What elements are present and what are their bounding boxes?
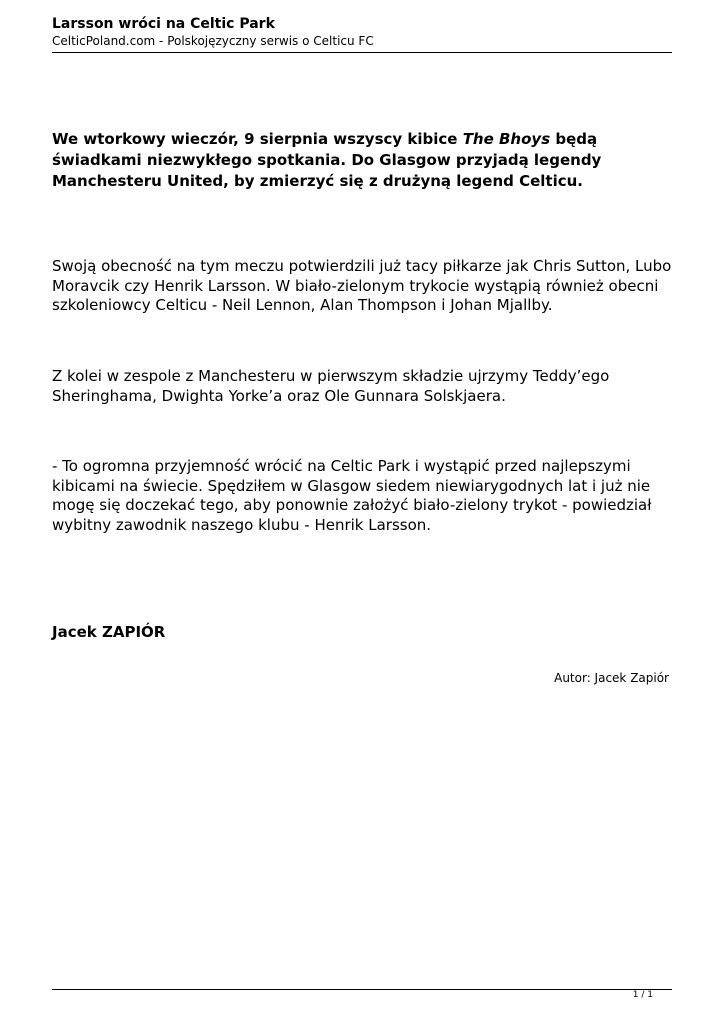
lead-text-start: We wtorkowy wieczór, 9 sierpnia wszyscy kibice <box>52 130 463 148</box>
lead-text-end: będą świadkami niezwykłego spotkania. Do Glasgow przyjadą legendy Manchesteru United, by zmierzyć się z drużyną legend Celticu. <box>52 130 602 190</box>
article-paragraph: Z kolei w zespole z Manchesteru w pierwszym składzie ujrzymy Teddy’ego Sheringhama, Dwighta Yorke’a oraz Ole Gunnara Solskjaera. <box>52 367 610 405</box>
document-subtitle: CelticPoland.com - Polskojęzyczny serwis o Celticu FC <box>52 34 374 48</box>
document-header <box>52 15 672 49</box>
page-number: 1 / 1 <box>632 990 653 1000</box>
header-divider <box>52 52 672 53</box>
article-paragraph: - To ogromna przyjemność wrócić na Celtic Park i wystąpić przed najlepszymi kibicami na świecie. Spędziłem w Glasgow siedem niewiarygodnych lat i już nie mogę się doczekać tego, aby ponownie założyć biało-zielony trykot - powiedział wybitny zawodnik naszego klubu - Henrik Larsson. <box>52 457 652 534</box>
article-lead <box>52 129 672 192</box>
footer-divider <box>52 989 672 990</box>
article-signature: Jacek ZAPIÓR <box>52 623 166 641</box>
document-title: Larsson wróci na Celtic Park <box>52 16 275 32</box>
lead-text-italic: The Bhoys <box>462 130 551 148</box>
article-paragraph: Swoją obecność na tym meczu potwierdzili już tacy piłkarze jak Chris Sutton, Lubo Moravcik czy Henrik Larsson. W biało-zielonym trykocie wystąpią również obecni szkoleniowcy Celticu - Neil Lennon, Alan Thompson i Johan Mjallby. <box>52 257 672 314</box>
author-line: Autor: Jacek Zapiór <box>554 671 669 685</box>
